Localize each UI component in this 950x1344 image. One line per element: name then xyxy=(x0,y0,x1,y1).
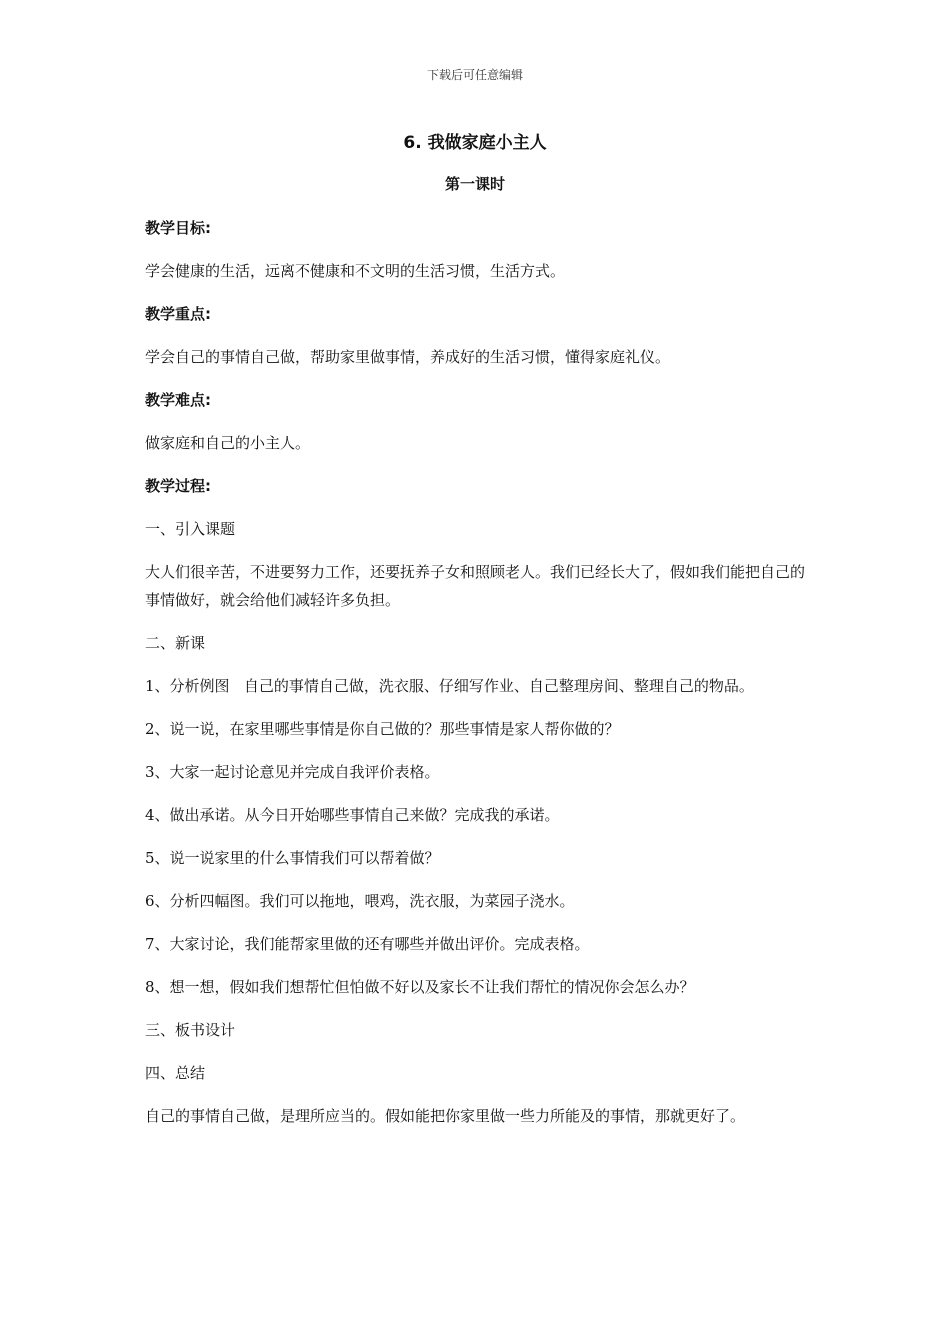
step-item: 4、做出承诺。从今日开始哪些事情自己来做？完成我的承诺。 xyxy=(145,806,560,824)
key-text: 学会自己的事情自己做，帮助家里做事情，养成好的生活习惯，懂得家庭礼仪。 xyxy=(145,348,671,366)
step-item: 2、说一说，在家里哪些事情是你自己做的？那些事情是家人帮你做的？ xyxy=(145,720,620,738)
goal-heading: 教学目标: xyxy=(145,219,211,237)
board-design-heading: 三、板书设计 xyxy=(145,1021,236,1039)
document-body xyxy=(145,214,810,1145)
step-item: 1、分析例图 自己的事情自己做，洗衣服、仔细写作业、自己整理房间、整理自己的物品。 xyxy=(145,677,754,695)
key-heading: 教学重点: xyxy=(145,305,211,323)
intro-text: 大人们很辛苦，不进要努力工作，还要抚养子女和照顾老人。我们已经长大了，假如我们能把自己的事情做好，就会给他们减轻许多负担。 xyxy=(145,563,806,609)
document-title: 6. 我做家庭小主人 xyxy=(403,133,547,153)
step-item: 7、大家讨论，我们能帮家里做的还有哪些并做出评价。完成表格。 xyxy=(145,935,590,953)
lesson-subtitle: 第一课时 xyxy=(444,175,505,193)
summary-text: 自己的事情自己做，是理所应当的。假如能把你家里做一些力所能及的事情，那就更好了。 xyxy=(145,1107,746,1125)
difficulty-text: 做家庭和自己的小主人。 xyxy=(145,434,311,452)
header-note: 下载后可任意编辑 xyxy=(426,68,523,82)
intro-heading: 一、引入课题 xyxy=(145,520,236,538)
summary-heading: 四、总结 xyxy=(145,1064,206,1082)
goal-text: 学会健康的生活，远离不健康和不文明的生活习惯，生活方式。 xyxy=(145,262,566,280)
difficulty-heading: 教学难点: xyxy=(145,391,211,409)
step-item: 8、想一想，假如我们想帮忙但怕做不好以及家长不让我们帮忙的情况你会怎么办？ xyxy=(145,978,695,996)
new-lesson-heading: 二、新课 xyxy=(145,634,206,652)
step-item: 5、说一说家里的什么事情我们可以帮着做？ xyxy=(145,849,440,867)
step-item: 6、分析四幅图。我们可以拖地，喂鸡，洗衣服，为菜园子浇水。 xyxy=(145,892,575,910)
step-item: 3、大家一起讨论意见并完成自我评价表格。 xyxy=(145,763,440,781)
process-heading: 教学过程: xyxy=(145,477,211,495)
